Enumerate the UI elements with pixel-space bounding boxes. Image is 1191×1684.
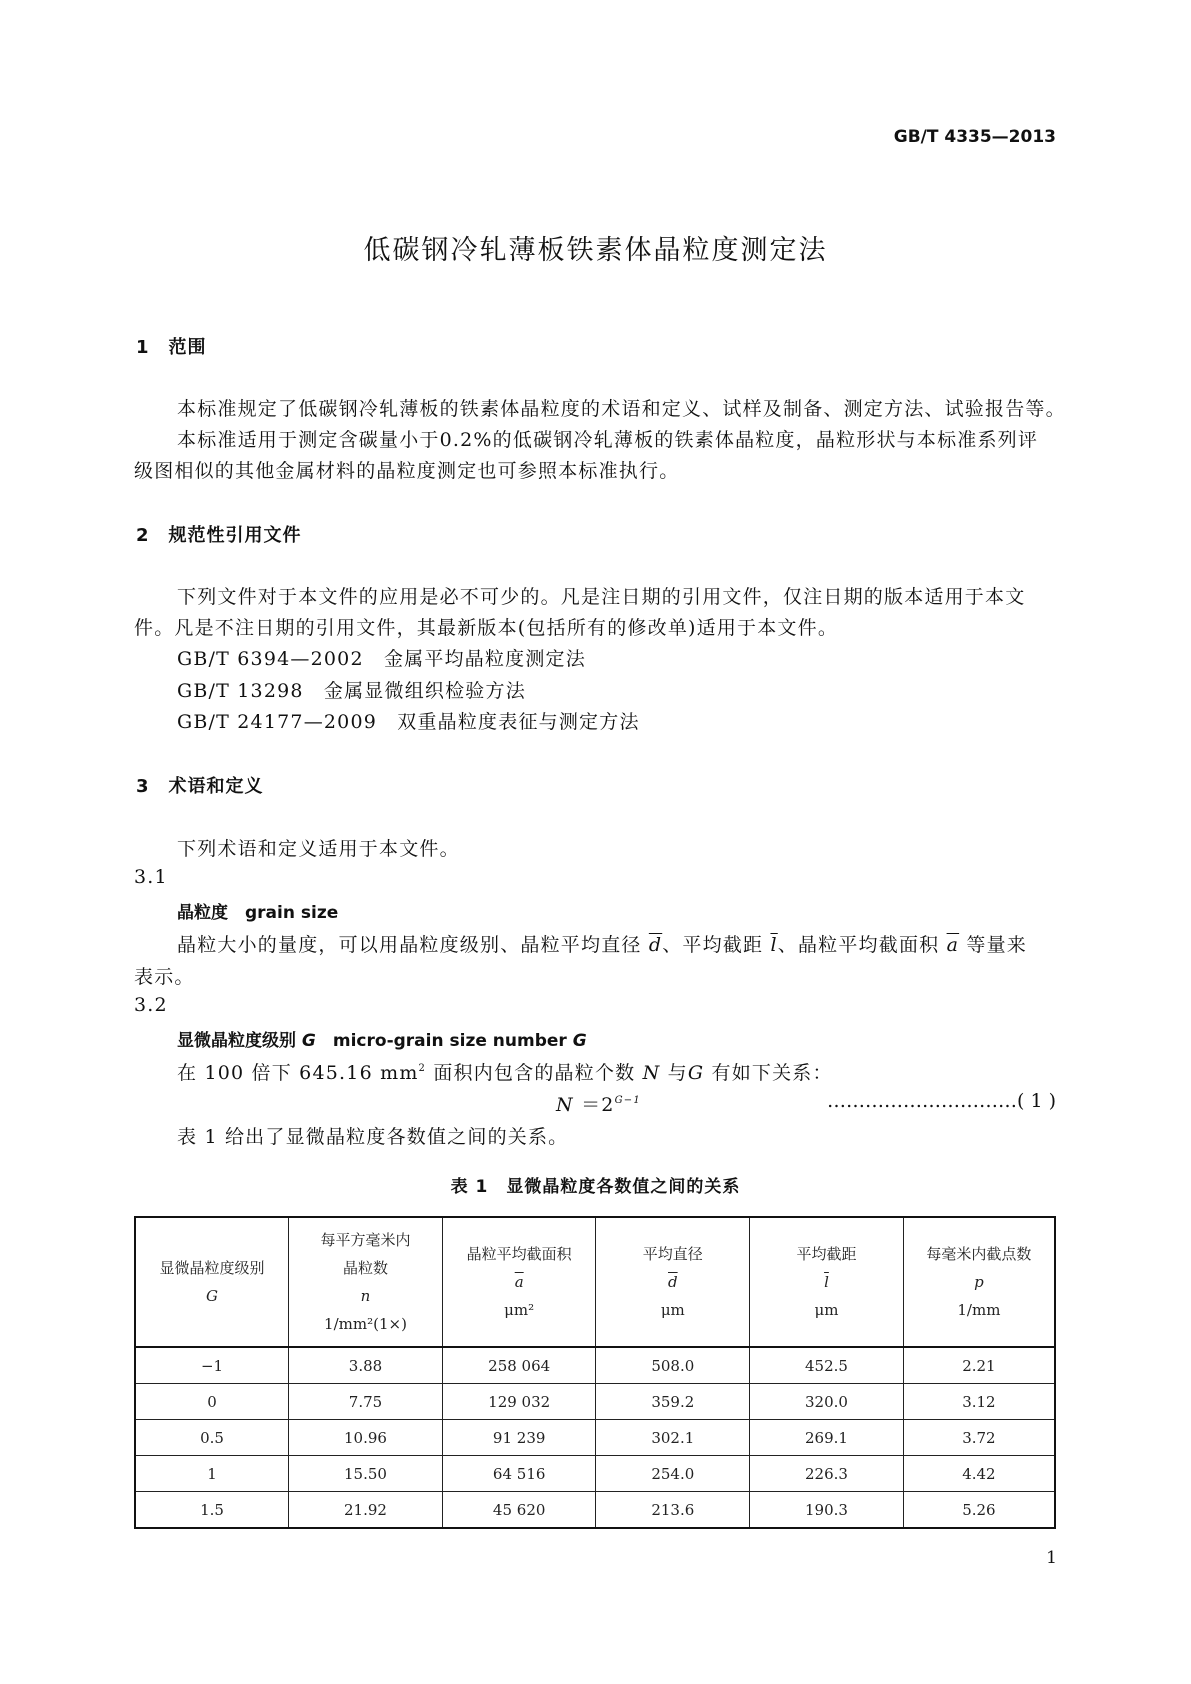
formula-number: …………………………( 1 )	[827, 1090, 1056, 1112]
term-3-2-number: 3.2	[134, 994, 168, 1016]
table-1	[134, 1216, 1056, 1529]
header-mean-diameter: 平均直径 $\overline{d}$ μm	[596, 1217, 750, 1347]
normative-ref: GB/T 13298 金属显微组织检验方法	[177, 680, 526, 702]
table-row	[135, 1384, 1055, 1420]
table-cell: 213.6	[596, 1492, 750, 1529]
symbol-l: $\overline{l}$	[770, 934, 778, 956]
table-cell: 45 620	[442, 1492, 596, 1529]
formula-1: $N =2^{G-1}$	[556, 1094, 641, 1116]
section-3-intro: 下列术语和定义适用于本文件。	[177, 838, 460, 860]
header-grains-per-mm2: 每平方毫米内 晶粒数 n 1/mm²(1×)	[289, 1217, 443, 1347]
section-2-heading: 2 规范性引用文件	[136, 525, 302, 546]
table-cell: 21.92	[289, 1492, 443, 1529]
table-row	[135, 1347, 1055, 1384]
table-cell: 0	[135, 1384, 289, 1420]
table-cell: −1	[135, 1347, 289, 1384]
header-grain-size-number: 显微晶粒度级别 G	[135, 1217, 289, 1347]
term-3-1-definition: 晶粒大小的量度，可以用晶粒度级别、晶粒平均直径 $\overline{d}$、平均截距 $\overline{l}$、晶粒平均截面积 $\overline{a}$ 等量来	[177, 934, 1027, 956]
table-cell: 269.1	[750, 1420, 904, 1456]
table-cell: 2.21	[903, 1347, 1055, 1384]
table-cell: 1	[135, 1456, 289, 1492]
table-cell: 10.96	[289, 1420, 443, 1456]
table-reference: 表 1 给出了显微晶粒度各数值之间的关系。	[177, 1126, 569, 1148]
symbol-a: $\overline{a}$	[946, 934, 960, 956]
section-1-para-1: 本标准规定了低碳钢冷轧薄板的铁素体晶粒度的术语和定义、试样及制备、测定方法、试验报告等。	[177, 398, 1066, 420]
header-mean-intercept: 平均截距 $\overline{l}$ μm	[750, 1217, 904, 1347]
table-cell: 258 064	[442, 1347, 596, 1384]
table-cell: 7.75	[289, 1384, 443, 1420]
table-cell: 15.50	[289, 1456, 443, 1492]
table-1-caption: 表 1 显微晶粒度各数值之间的关系	[450, 1177, 741, 1197]
table-cell: 508.0	[596, 1347, 750, 1384]
table-row	[135, 1420, 1055, 1456]
table-cell: 302.1	[596, 1420, 750, 1456]
normative-ref: GB/T 24177—2009 双重晶粒度表征与测定方法	[177, 711, 640, 733]
table-cell: 190.3	[750, 1492, 904, 1529]
term-3-1-number: 3.1	[134, 866, 168, 888]
table-cell: 91 239	[442, 1420, 596, 1456]
section-2-para-line-2: 件。凡是不注日期的引用文件，其最新版本(包括所有的修改单)适用于本文件。	[134, 617, 839, 639]
term-3-2-title: 显微晶粒度级别 G micro-grain size number G	[177, 1031, 587, 1051]
header-mean-area: 晶粒平均截面积 $\overline{a}$ μm²	[442, 1217, 596, 1347]
table-cell: 3.12	[903, 1384, 1055, 1420]
table-cell: 5.26	[903, 1492, 1055, 1529]
section-1-para-2-line-1: 本标准适用于测定含碳量小于0.2%的低碳钢冷轧薄板的铁素体晶粒度，晶粒形状与本标准系列评	[177, 429, 1039, 451]
section-3-heading: 3 术语和定义	[136, 776, 264, 797]
table-cell: 452.5	[750, 1347, 904, 1384]
table-cell: 3.72	[903, 1420, 1055, 1456]
table-cell: 226.3	[750, 1456, 904, 1492]
symbol-d: $\overline{d}$	[648, 934, 663, 956]
term-3-1-title: 晶粒度 grain size	[177, 903, 339, 923]
term-3-1-definition-line-2: 表示。	[134, 966, 195, 988]
table-header-row	[135, 1217, 1055, 1347]
page-title: 低碳钢冷轧薄板铁素体晶粒度测定法	[363, 235, 828, 266]
page-number: 1	[1046, 1548, 1057, 1568]
document-number: GB/T 4335—2013	[893, 127, 1056, 147]
normative-ref: GB/T 6394—2002 金属平均晶粒度测定法	[177, 648, 586, 670]
table-cell: 129 032	[442, 1384, 596, 1420]
section-1-heading: 1 范围	[136, 337, 207, 358]
table-cell: 254.0	[596, 1456, 750, 1492]
table-row	[135, 1492, 1055, 1529]
header-intercepts-per-mm: 每毫米内截点数 p 1/mm	[903, 1217, 1055, 1347]
table-row	[135, 1456, 1055, 1492]
table-cell: 4.42	[903, 1456, 1055, 1492]
term-3-2-definition: 在 100 倍下 645.16 $mm^2$ 面积内包含的晶粒个数 N 与G 有如下关系：	[177, 1062, 833, 1084]
section-2-para-line-1: 下列文件对于本文件的应用是必不可少的。凡是注日期的引用文件，仅注日期的版本适用于本文	[177, 586, 1026, 608]
table-cell: 1.5	[135, 1492, 289, 1529]
table-cell: 320.0	[750, 1384, 904, 1420]
table-cell: 64 516	[442, 1456, 596, 1492]
table-cell: 359.2	[596, 1384, 750, 1420]
table-cell: 3.88	[289, 1347, 443, 1384]
section-1-para-2-line-2: 级图相似的其他金属材料的晶粒度测定也可参照本标准执行。	[134, 460, 680, 482]
table-cell: 0.5	[135, 1420, 289, 1456]
